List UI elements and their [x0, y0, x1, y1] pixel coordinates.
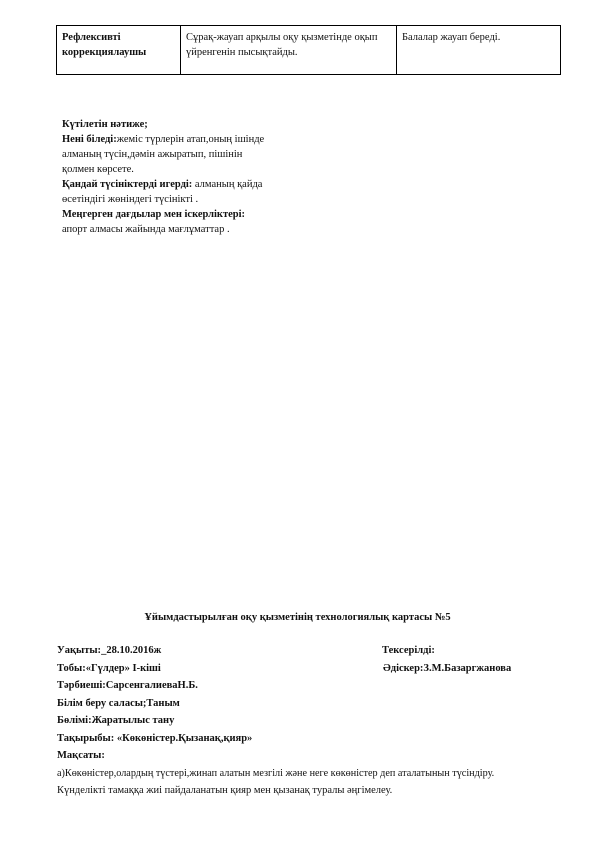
section: Бөлімі:Жаратылыс тану — [57, 715, 175, 726]
expected-heading: Күтілетін нәтиже; — [62, 119, 148, 130]
table-row — [57, 26, 561, 75]
goal-label: Мақсаты: — [57, 750, 105, 761]
ideas-text-2: өсетіндігі жөніндегі түсінікті . — [62, 194, 199, 205]
expected-results — [62, 117, 322, 237]
ideas-label: Қандай түсініктерді игерді: — [62, 179, 193, 190]
children-activity-cell: Балалар жауап береді. — [397, 26, 561, 75]
topic-label: Тақырыбы: — [57, 732, 115, 744]
know-text-3: қолмен көрсете. — [62, 164, 134, 175]
checked-label: Тексерілді: — [382, 645, 435, 656]
skills-label: Меңгерген дағдылар мен іскерліктері: — [62, 209, 246, 220]
goal-a: а)Көкөністер,олардың түстері,жинап алатын мезгілі және неге көкөністер деп аталатынын түсіндіру. — [57, 767, 495, 779]
date-value: _28.10.2016ж — [101, 645, 162, 656]
know-label: Нені біледі: — [62, 134, 117, 145]
group-label: Тобы:«Гүлдер» І-кіші — [57, 662, 161, 674]
know-text-2: алманың түсін,дәмін ажыратып, пішінін — [62, 149, 243, 160]
know-text: жеміс түрлерін атап,оның ішінде — [116, 134, 265, 145]
lesson-info — [57, 642, 577, 800]
skills-text: апорт алмасы жайында мағлұматтар . — [62, 224, 230, 235]
methodist: Әдіскер:З.М.Базаргжанова — [383, 662, 512, 674]
card-title: Ұйымдастырылған оқу қызметінің технологиялық картасы №5 — [144, 612, 451, 623]
ideas-text: алманың қайда — [192, 179, 263, 190]
teacher: Тәрбиеші:СарсенгалиеваН.Б. — [57, 680, 198, 691]
stage-cell: Рефлексивті коррекциялаушы — [57, 26, 181, 75]
goal-b: Күнделікті тамаққа жиі пайдаланатын қияр мен қызанақ туралы әңгімелеу. — [57, 785, 393, 796]
reflection-table — [56, 25, 561, 75]
topic-value: «Көкөністер.Қызанақ,қияр» — [114, 732, 253, 744]
teacher-activity-cell: Сұрақ-жауап арқылы оқу қызметінде оқып үйренгенін пысықтайды. — [181, 26, 397, 75]
education-field: Білім беру саласы;Таным — [57, 697, 180, 709]
date-label: Уақыты: — [57, 645, 102, 656]
